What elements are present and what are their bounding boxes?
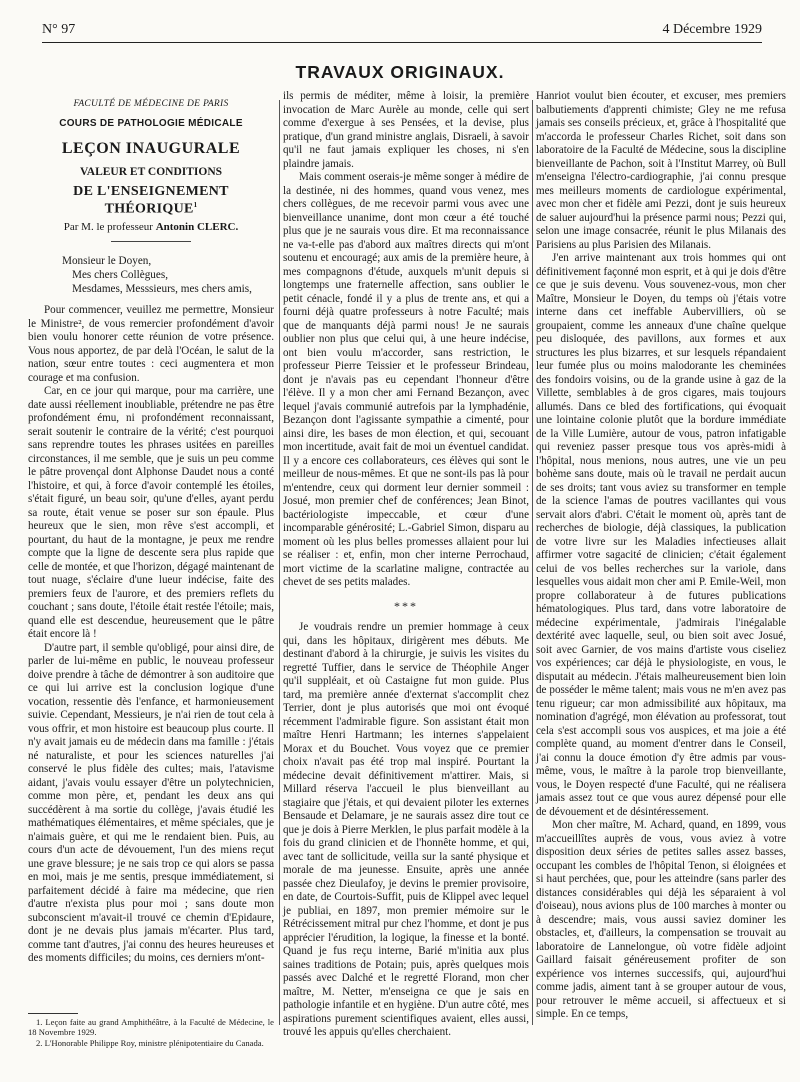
column-left [28,90,274,966]
footnotes [28,1013,274,1048]
article-subtitle-1: VALEUR ET CONDITIONS [79,165,223,178]
paragraph: Mais comment oserais-je même songer à médire de la destinée, ni des hommes, quand vous venez, mes chers collègues, de me recevoir parmi vous avec une bienveillance unanime, dont mon cœur a été touché plus que je ne saurais vous dire. Et ma reconnaissance ne va-t-elle pas d'abord aux maîtres directs qui m'ont soutenu et encouragé; aux amis de la première heure, à mes compagnons d'étude, auxquels m'unit depuis si longtemps une fraternelle affection, sans oublier le petit cénacle, fondé il y a plus de trente ans, et qui a fourni déjà quatre professeurs à notre Faculté; mais que de manquants déjà parmi nous! Je ne saurais oublier non plus que celui qui, à une heure indécise, ont bien voulu m'accorder, sans restriction, le professeur Pierre Teissier et le professeur Brindeau, dont je n'avais pas eu cependant l'honneur d'être l'élève. Il y a mon cher ami Fernand Bezançon, avec lequel j'avais communié autrefois par la lymphadénie, Bezançon dont l'agissante sympathie a cimenté, pour ainsi dire, les bases de mon élection, et qui, secouant mon incertitude, avait fait de moi un éventuel candidat. Il y a encore ces collaborateurs, ces élèves qui sont le meilleur de nous-mêmes. Et que ne sont-ils pas là pour m'entendre, ceux qui dorment leur dernier sommeil : Josué, mon premier chef de conférences; Jean Binot, bactériologiste impeccable, et cœur d'une incomparable générosité; L.-Gabriel Simon, disparu au moment où les plus belles promesses allaient pour lui se réaliser : et, enfin, mon cher interne Perrochaud, mort victime de la scarlatine maligne, contractée au chevet de ses petits malades. [283,171,529,588]
footnote: 1. Leçon faite au grand Amphithéâtre, à la Faculté de Médecine, le 18 Novembre 1929. [28,1017,274,1038]
author-line: Par M. le professeur Antonin CLERC. [63,220,239,233]
salutation-line: Mes chers Collègues, [72,269,169,282]
paragraph: Hanriot voulut bien écouter, et excuser, mes premiers balbutiements d'apprenti chimiste; Gley ne me refusa jamais ses conseils précieux, et, grâce à l'hospitalité que m'accorda le professeur Charles Richet, soit dans son laboratoire de la Faculté de Médecine, sous la discipline bienveillante de Pachon, soit à l'Institut Marrey, où Bull m'enseigna l'électro-cardiographie, j'ai connu presque mes meilleurs moments de cardiologue expérimental, avec mon cher et fidèle ami Pezzi, dont je suis heureux de saluer aujourd'hui la présence parmi nous; Pezzi qui, selon une image consacrée, réunit le plus Milanais des Parisiens au plus Parisien des Milanais. [536,90,786,251]
salutation-line: Monsieur le Doyen, [62,255,152,268]
column-divider-left [279,100,280,1025]
paragraph: ils permis de méditer, même à loisir, la première invocation de Marc Aurèle au monde, celle qui sert comme d'exergue à ses Pensées, et la devise, plus pratique, d'un grand ministre anglais, Disraeli, à savoir qu'il ne faut jamais expliquer les choses, ni s'en plaindre jamais. [283,90,529,170]
footnote-ref-1: 1 [193,200,198,209]
asterism: *** [394,598,418,613]
footnote: 2. L'Honorable Philippe Roy, ministre plénipotentiaire du Canada. [36,1037,264,1048]
page-number: N° 97 [42,22,76,37]
title-rule [111,241,191,242]
salutation-line: Mesdames, Messsieurs, mes chers amis, [72,283,252,296]
paragraph: J'en arrive maintenant aux trois hommes qui ont définitivement façonné mon esprit, et à qui je dois d'être ce que je suis devenu. Vous souvenez-vous, mon cher Maître, Monsieur le Doyen, du temps où j'étais votre interne dans cet ineffable Aubervilliers, où se groupaient, comme les anneaux d'une chaîne quelque peu disloquée, des pavillons, aux formes et aux structures les plus bizarres, et sur lesquels répandaient leur fumée plus ou moins malodorante les cheminées des fondoirs voisins, ou de la grande usine à gaz de la Villette, semblables à de gros cigares, mais toujours allumés. Dans ce bled des fortifications, qui évoquait une lointaine colonie plutôt que la bordure immédiate de la Ville Lumière, autour de vous, patron infatigable qui reveniez passer presque tous vos après-midi à l'hôpital, nous menions, nous autres, une vie un peu bohème sans doute, mais où le travail ne perdait aucun de ses droits; tant vous aviez su transformer en temple de la science l'amas de poutres vacillantes qui vous servait alors d'abri. C'était le moment où, après tant de recherches de biologie, déjà classiques, la publication de votre livre sur les Maladies infectieuses allait affirmer votre sagacité de clinicien; c'était également celui de vos belles recherches sur la variole, dans lesquelles vous aidait mon cher ami P. Emile-Weil, mon propre collaborateur à de futures publications hématologiques. Plus tard, dans votre laboratoire de médecine expérimentale, j'admirais l'inégalable dextérité avec laquelle, seul, ou bien soit avec Josué, soit avec Garnier, de vos mains d'artiste vous ciseliez vos expériences; car déjà le physiologiste, en vous, le disputait au médecin. J'étais malheureusement bien loin de posséder le même talent; mais vous ne m'en avez pas tenu rigueur; car mon admissibilité aux hôpitaux, ma nomination d'agrégé, mon élévation au professorat, tout cela s'est accompli sous vos auspices, et ma joie a été complète quand, au moment d'entrer dans le Conseil, j'ai connu la douce émotion d'y être admis par vous-même, vous, le maître à la parole trop bienveillante, vous, le Doyen respecté d'une Faculté, qui ne réalisera jamais assez tout ce que vous aurez dépensé pour elle de dévouement et de désintéressement. [536,252,786,818]
paragraph: D'autre part, il semble qu'obligé, pour ainsi dire, de parler de lui-même en public, le nouveau professeur doive prendre à tâche de démontrer à son auditoire que ce qui lui arrive est la conclusion logique d'une vocation, ressentie dès l'enfance, et harmonieusement suivie. Cependant, Messieurs, je n'ai rien de tout cela à vous offrir, et mon histoire est beaucoup plus courte. Il n'y avait jamais eu de médecin dans ma famille : j'étais né naturaliste, et pour les sciences naturelles j'ai conservé le plus fidèle des cultes; mais, l'atavisme aidant, j'avais voulu essayer d'être un polytechnicien, comme mon père, et, pendant les deux ans qui succédèrent à ma sortie du collège, j'avais étudié les mathématiques élémentaires, et même spéciales, que je n'aimais guère, et qui me le rendaient bien. Puis, au cours d'un acte de dévouement, l'un des miens reçut une grave blessure; je ne sais trop ce qui alors se passa en moi, mais je me sentis, presque immédiatement, si parfaitement décidé à faire ma médecine, que rien d'autre n'exista plus pour moi ; sans doute mon subconscient m'avait-il trouvé ce chemin d'Epidaure, dont je ne devais plus jamais m'écarter. Plus tard, comme tant d'autres, j'ai connu des heures heureuses et des moments difficiles; du moins, ces derniers m'ont- [28,641,274,965]
column-right [536,90,786,1022]
course-line: COURS DE PATHOLOGIE MÉDICALE [59,117,243,129]
header-rule [42,42,762,43]
article-subtitle-2: DE L'ENSEIGNEMENT THÉORIQUE$^1$ [73,184,229,217]
paragraph: Pour commencer, veuillez me permettre, Monsieur le Ministre², de vous remercier profondément d'avoir bien voulu honorer cette réunion de votre présence. Vous nous apportez, de par delà l'Océan, le salut de la nation, sœur entre toutes : ceci augmentera et mon courage et ma confusion. [28,304,274,384]
paragraph: Mon cher maître, M. Achard, quand, en 1899, vous m'accueillîtes auprès de vous, vous aviez à votre disposition deux séries de petites salles assez basses, occupant les combles de l'hôpital Tenon, si éloignées et si haut perchées, que, pour les atteindre (sans parler des distances considérables qui déjà les séparaient à vol d'oiseau), nous avions plus de 100 marches à monter ou à descendre; mais, vous aussi saviez dominer les obstacles, et, d'ailleurs, la compensation se trouvait au laboratoire de Lannelongue, où votre fidèle adjoint Gaillard faisait généreusement profiter de son expérience vos internes successifs, qui, aujourd'hui comme jadis, aiment tant à se grouper autour de vous, pour retrouver le même accueil, si affectueux et si simple. En ce temps, [536,819,786,1020]
section-title: TRAVAUX ORIGINAUX. [295,62,505,82]
footnote-rule [28,1013,78,1014]
author-name: Antonin CLERC. [155,220,239,233]
column-divider-right [532,100,533,1025]
column-middle [283,90,529,1040]
paragraph: Car, en ce jour qui marque, pour ma carrière, une date aussi réellement inoubliable, prétendre ne pas être profondément ému, ni profondément reconnaissant, serait soutenir le contraire de la vérité; c'est pourquoi sans reprendre toutes les phrases usitées en pareilles circonstances, il me semble, que je suis un peu comme le pâtre provençal dont Alphonse Daudet nous a conté l'histoire, et qui, à force d'avoir contemplé les étoiles, s'était figuré, un beau soir, qu'une d'elles, ayant perdu sa route, était venue se poser sur son épaule. Plus heureux que le sien, mon rêve s'est accompli, et pourtant, du haut de la montagne, je peux me rendre compte que la ligne de descente sera plus rapide que celle de montée, et que l'horizon, dégagé maintenant de tout nuage, s'éclaire d'une lueur indécise, faite des premiers feux de l'aurore, et des premiers reflets du couchant ; sans doute, l'étoile était restée l'étoile; mais, quand elle est descendue, heureusement que le pâtre était encore là ! [28,385,274,641]
faculty-line: FACULTÉ DE MÉDECINE DE PARIS [73,99,229,109]
paragraph: Je voudrais rendre un premier hommage à ceux qui, dans les hôpitaux, dirigèrent mes débuts. Me destinant d'abord à la chirurgie, je suivis les visites du regretté Tuffier, dans le service de Théophile Anger qu'il suppléait, et où Castaigne fut mon guide. Plus tard, ma première année d'externat s'accomplit chez Terrier, dont je plus autorisés que moi ont évoqué récemment l'admirable figure. Son assistant était mon maître Henri Hartmann; les internes s'appelaient Morax et du Bouchet. Vous voyez que ce premier choix n'avait pas été trop mal inspiré. Pourtant la médecine devait définitivement m'attirer. Mais, si Millard réserva l'accueil le plus bienveillant au stagiaire que j'étais, et qui devaient piloter les externes Bensaude et Delamare, je ne saurais assez dire tout ce que je dois à Pierre Merklen, le plus parfait modèle à la fois du grand clinicien et de l'honnête homme, et qui, avec tant de sollicitude, veilla sur la santé physique et morale de ma jeunesse. Ensuite, après une année passée chez Dieulafoy, je devins le premier provisoire, en date, de Courtois-Suffit, puis de Klippel avec lequel je publiai, en 1897, mon premier mémoire sur le Rétrécissement mitral pur chez l'homme, et dont je pus apprécier l'érudition, la logique, la finesse et la bonté. Quand je fus reçu interne, Barié m'initia aux plus saines traditions de Potain; puis, après quelques mois passés avec Dalché et le regretté Florand, mon cher maître, M. Netter, m'enseigna ce que je sais en pathologie infantile et en hygiène. D'un autre côté, mes aspirations purement scientifiques avaient, elles aussi, trouvé les appuis qu'elles cherchaient. [283,621,529,1038]
article-title: LEÇON INAUGURALE [61,140,241,157]
page-header [42,22,762,40]
issue-date: 4 Décembre 1929 [662,22,762,37]
salutation [28,254,274,296]
